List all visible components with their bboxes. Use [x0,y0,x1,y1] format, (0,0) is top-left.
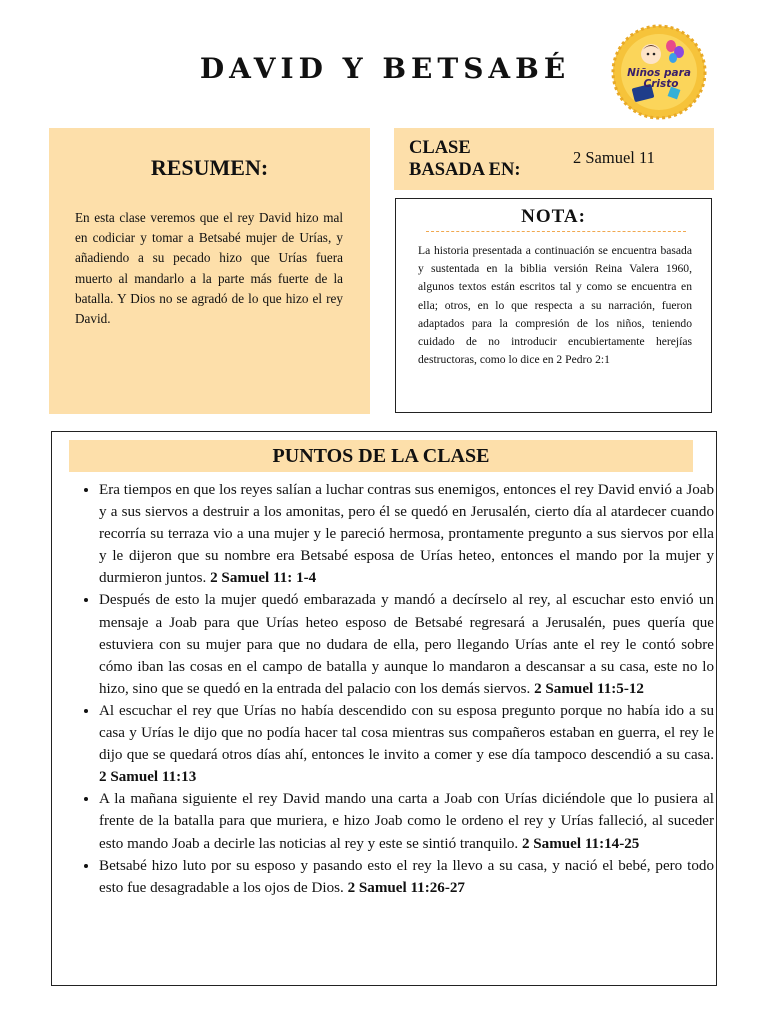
list-item [99,700,714,788]
clase-reference: 2 Samuel 11 [573,148,655,167]
bible-reference: 2 Samuel 11:5-12 [534,680,644,697]
bible-reference: 2 Samuel 11:13 [99,769,197,786]
clase-label: CLASE BASADA EN: [409,138,521,180]
logo-text-line2: Cristo [643,78,679,90]
ninos-para-cristo-logo [611,24,707,120]
punto-text: Después de esto la mujer quedó embarazada y mandó a decírselo al rey, al escuchar esto envió un mensaje a Joab para que Urías heteo esposo de Betsabé regresará a Jerusalén, pues quería que estuviera con su mujer para que no dudara de ella, pero llegando Urías ante el rey le contó sobre cómo iban las cosas en el campo de batalla y aunque lo mandaron a descansar a su casa, este no lo hizo, sino que se quedó en la entrada del palacio con los demás siervos. [99,592,714,697]
logo-badge-icon [611,24,707,120]
list-item [99,855,714,899]
bible-reference: 2 Samuel 11:26-27 [347,879,465,896]
punto-text: Betsabé hizo luto por su esposo y pasando esto el rey la llevo a su casa, y nació el bebé, pero todo esto fue desagradable a los ojos de Dios. [99,857,714,896]
puntos-panel [51,431,717,986]
bible-reference: 2 Samuel 11: 1-4 [210,570,317,587]
punto-text: Era tiempos en que los reyes salían a luchar contras sus enemigos, entonces el rey David envió a Joab y a sus siervos a destruir a los amonitas, pero él se quedó en Jerusalén, cierto día al atardecer cuando recorría su terraza vio a una mujer y le pareció hermosa, prontamente pregunto a sus siervos por ella y le dijeron que su nombre era Betsabé esposa de Urías heteo, entonces el mando por la mujer y durmieron juntos. [99,482,714,587]
list-item [99,788,714,854]
logo-text-line1: Niños para [627,67,691,79]
list-item [99,479,714,589]
nota-text: La historia presentada a continuación se encuentra basada y sustentada en la biblia versión Reina Valera 1960, algunos textos están escritos tal y como se encuentra en ella; otros, en lo que respecta a su narración, fueron adaptados para la compresión de los niños, teniendo cuidado de no introducir encubiertamente herejías destructoras, como lo dice en 2 Pedro 2:1 [418,244,692,367]
punto-text: Al escuchar el rey que Urías no había descendido con su esposa pregunto porque no había ido a su casa y Urías le dijo que no podía hacer tal cosa mientras sus compañeros estaban en guerra, el rey le dijo que se quedará otros días ahí, entonces le invito a comer y ese día tampoco descendió a su casa. [99,702,714,764]
resumen-text: En esta clase veremos que el rey David hizo mal en codiciar y tomar a Betsabé mujer de Urías, y añadiendo a su pecado hizo que Urías fuera muerto al mandarlo a la parte más fuerte de la batalla. Y Dios no se agradó de lo que hizo el rey David. [75,210,343,327]
clase-basada-panel [394,128,714,190]
nota-divider [426,231,686,232]
puntos-heading: PUNTOS DE LA CLASE [272,445,490,467]
puntos-list [76,479,714,899]
page-title: DAVID Y BETSABÉ [199,52,571,85]
punto-text: A la mañana siguiente el rey David mando una carta a Joab con Urías diciéndole que lo pusiera al frente de la batalla para que muriera, e hizo Joab como le ordeno el rey y Urías falleció, al suceder esto mando Joab a decirle las noticias al rey y este se sintió tranquilo. [99,791,714,852]
nota-panel [395,198,712,413]
puntos-heading-bar [69,440,693,472]
bible-reference: 2 Samuel 11:14-25 [521,835,640,852]
list-item [99,589,714,699]
resumen-heading: RESUMEN: [150,155,269,180]
resumen-panel [49,128,370,414]
nota-heading: NOTA: [521,206,586,227]
